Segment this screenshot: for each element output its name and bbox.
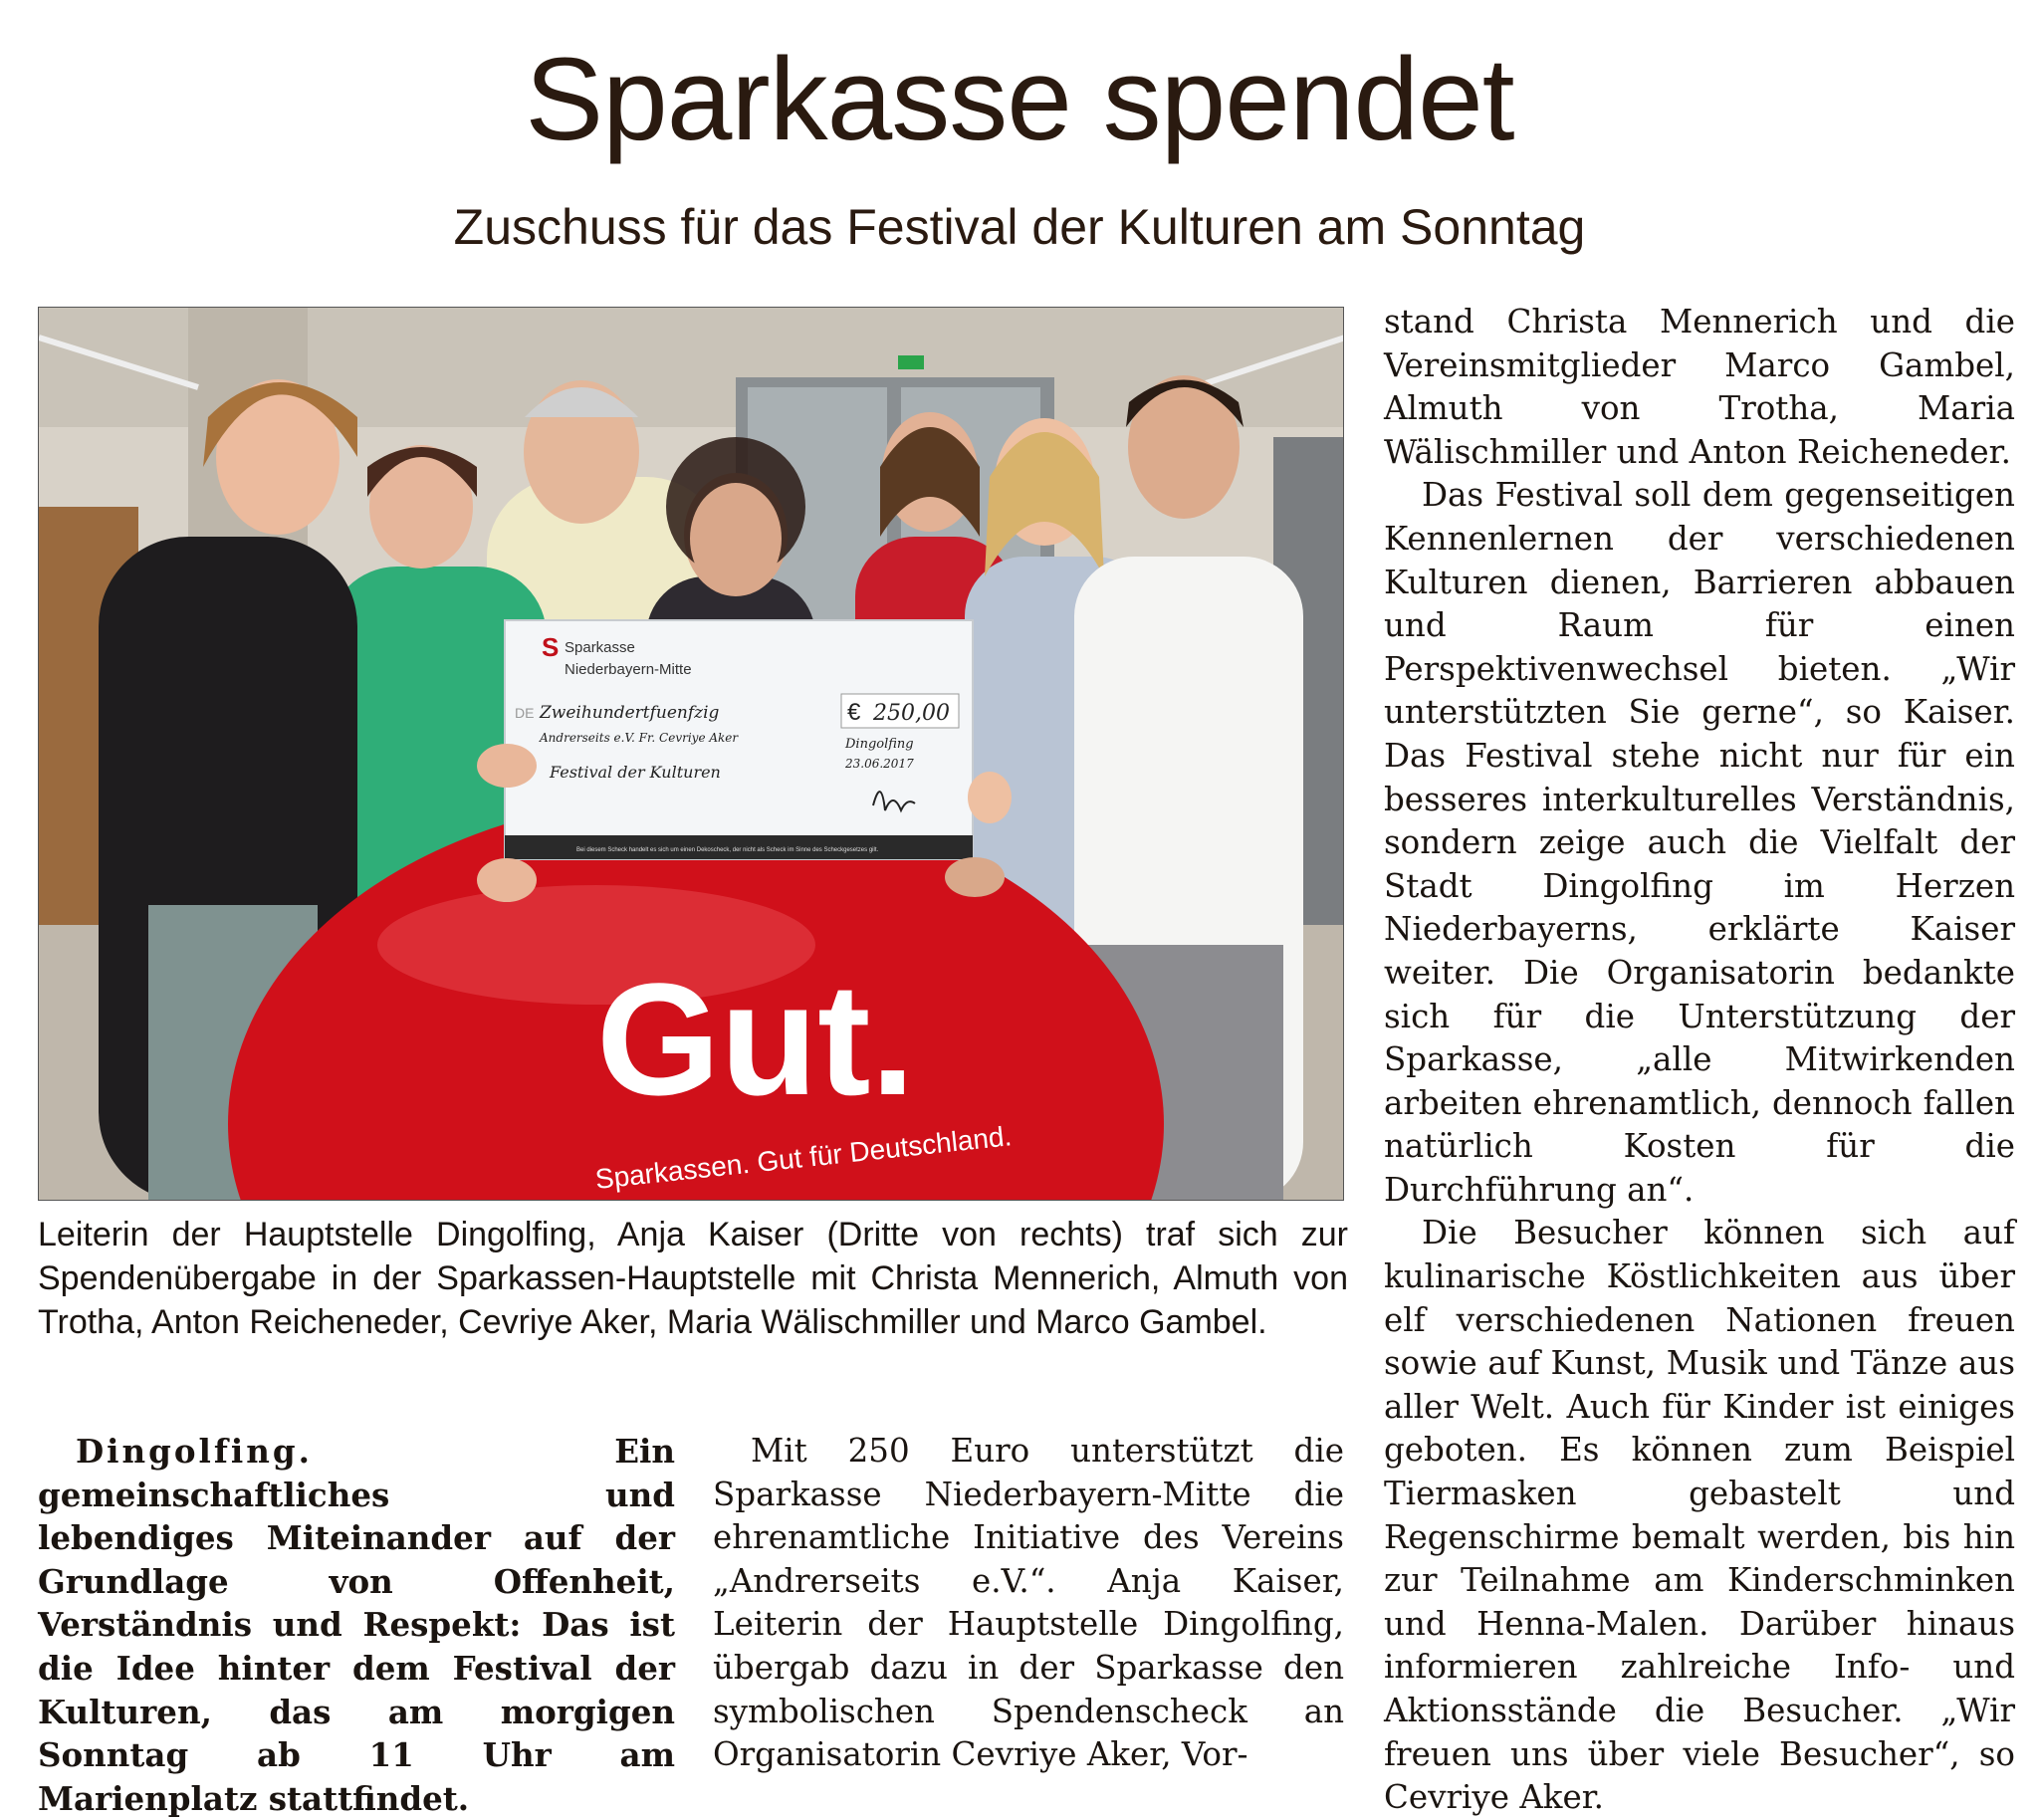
- subheadline: Zuschuss für das Festival der Kulturen am Sonntag: [453, 199, 1586, 255]
- lead-paragraph: [38, 1430, 675, 1820]
- body-column-3: [1384, 301, 2015, 1820]
- body-paragraph-3: Die Besucher können sich auf kulinarische Köstlichkeiten aus über elf verschiedenen Nationen freuen sowie auf Kunst, Musik und Tänze aus aller Welt. Auch für Kinder ist einiges geboten. Es können zum Beispiel Tiermasken gebastelt und Regenschirme bemalt werden, bis hin zur Teilnahme am Kinderschminken und Henna-Malen. Darüber hinaus informieren zahlreiche Info- und Aktionsstände die Besucher. „Wir freuen uns über viele Besucher“, so Cevriye Aker.: [1384, 1214, 2015, 1817]
- cheque-bank-line2: Niederbayern-Mitte: [565, 661, 692, 678]
- ball-slogan: Sparkassen. Gut für Deutschland.: [593, 1120, 1014, 1195]
- cheque-amount-words: Zweihundertfuenfzig: [540, 703, 720, 723]
- ball-text: Gut.: [596, 950, 915, 1128]
- cheque-date: 23.06.2017: [845, 757, 914, 771]
- cheque-footer: Bei diesem Scheck handelt es sich um einen Dekoscheck, der nicht als Scheck im Sinne des Scheckgesetzes gilt.: [576, 847, 879, 853]
- dateline: Dingolfing.: [76, 1432, 313, 1471]
- body-paragraph-2: Das Festival soll dem gegenseitigen Kennenlernen der verschiedenen Kulturen dienen, Barrieren abbauen und Raum für einen Perspektivenwechsel bieten. „Wir unterstützten Sie gerne“, so Kaiser. Das Festival stehe nicht nur für ein besseres interkulturelles Verständnis, sondern zeige auch die Vielfalt der Stadt Dingolfing im Herzen Niederbayerns, erklärte Kaiser weiter. Die Organisatorin bedankte sich für die Unterstützung der Sparkasse, „alle Mitwirkenden arbeiten ehrenamtlich, dennoch fallen natürlich Kosten für die Durchführung an“.: [1384, 476, 2015, 1209]
- cheque-payee: Andrerseits e.V. Fr. Cevriye Aker: [540, 731, 739, 745]
- body-paragraph-1-continued: stand Christa Mennerich und die Vereinsmitglieder Marco Gambel, Almuth von Trotha, Maria Wälischmiller und Anton Reicheneder.: [1384, 303, 2015, 471]
- article-photo: [38, 307, 1344, 1201]
- cheque-purpose: Festival der Kulturen: [550, 763, 721, 782]
- cheque-bank-line1: Sparkasse: [565, 639, 635, 656]
- cheque-country: DE: [515, 705, 535, 721]
- cheque-amount: 250,00: [873, 701, 950, 726]
- cheque-place: Dingolfing: [845, 737, 914, 752]
- cheque: [505, 620, 973, 859]
- photo-caption: Leiterin der Hauptstelle Dingolfing, Anja Kaiser (Dritte von rechts) traf sich zur Spendenübergabe in der Sparkassen-Hauptstelle mit Christa Mennerich, Almuth von Trotha, Anton Reicheneder, Cevriye Aker, Maria Wälischmiller und Marco Gambel.: [38, 1216, 1348, 1341]
- lead-text: Ein gemeinschaftliches und lebendiges Miteinander auf der Grundlage von Offenheit, Verständnis und Respekt: Das ist die Idee hinter dem Festival der Kulturen, das am morgigen Sonntag ab 11 Uhr am Marienplatz stattfindet.: [38, 1432, 675, 1818]
- body-paragraph-1: Mit 250 Euro unterstützt die Sparkasse Niederbayern-Mitte die ehrenamtliche Initiative des Vereins „Andrerseits e.V.“. Anja Kaiser, Leiterin der Hauptstelle Dingolfing, übergab dazu in der Sparkasse den symbolischen Spendenscheck an Organisatorin Cevriye Aker, Vor-: [713, 1432, 1344, 1774]
- cheque-currency: €: [847, 699, 861, 726]
- body-column-2: [713, 1430, 1344, 1777]
- sparkasse-logo-icon: S: [542, 632, 560, 662]
- headline: Sparkasse spendet: [525, 34, 1514, 165]
